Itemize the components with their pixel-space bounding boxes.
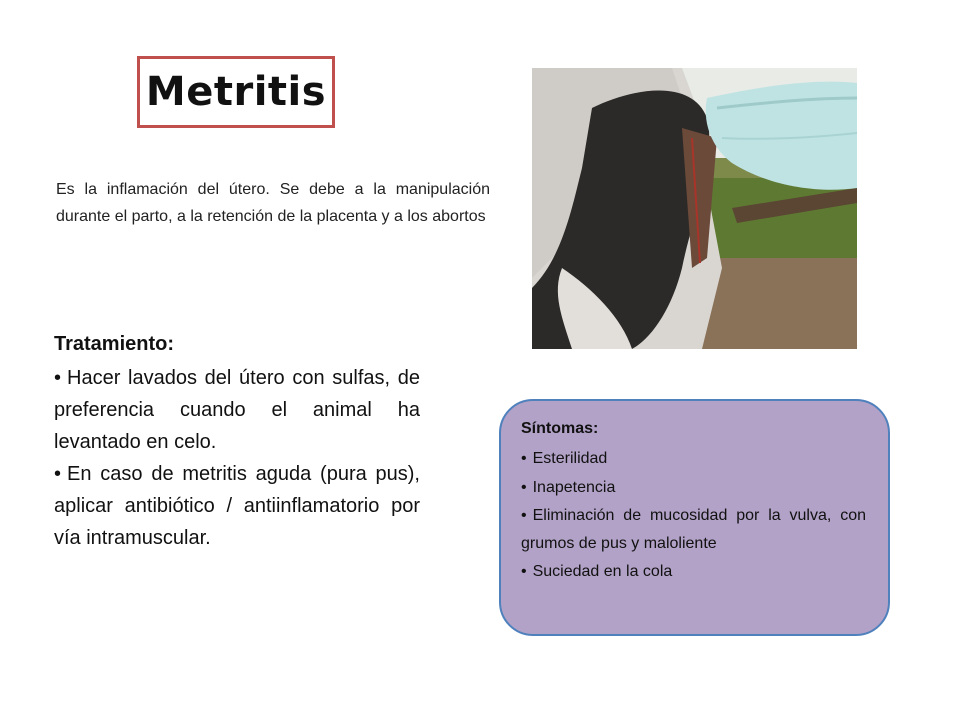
cow-photo [532,68,857,349]
bullet-glyph: • [521,507,527,524]
treatment-section [54,328,420,554]
symptom-item-text: Esterilidad [532,450,608,467]
symptom-item [521,445,866,474]
symptom-item-text: Eliminación de mucosidad por la vulva, con grumos de pus y maloliente [521,507,866,552]
treatment-heading: Tratamiento: [54,333,175,355]
bullet-glyph: • [54,463,62,485]
title-box [137,56,335,128]
treatment-item [54,362,420,458]
symptoms-heading: Síntomas: [521,420,599,437]
treatment-item-text: En caso de metritis aguda (pura pus), aplicar antibiótico / antiinflamatorio por vía intramuscular. [54,463,420,549]
bullet-glyph: • [521,450,527,467]
page-title: Metritis [145,69,327,115]
bullet-glyph: • [54,367,62,389]
symptoms-box [499,399,890,636]
bullet-glyph: • [521,563,527,580]
symptom-item-text: Suciedad en la cola [532,563,673,580]
cow-photo-illustration [532,68,857,349]
bullet-glyph: • [521,478,527,496]
symptom-item [521,474,866,503]
symptom-item [521,502,866,558]
symptom-item [521,558,866,587]
symptom-item-text: Inapetencia [532,478,616,496]
intro-paragraph: Es la inflamación del útero. Se debe a la manipulación durante el parto, a la retención de la placenta y a los abortos [56,181,490,225]
treatment-item [54,458,420,554]
treatment-item-text: Hacer lavados del útero con sulfas, de preferencia cuando el animal ha levantado en celo. [54,367,420,453]
